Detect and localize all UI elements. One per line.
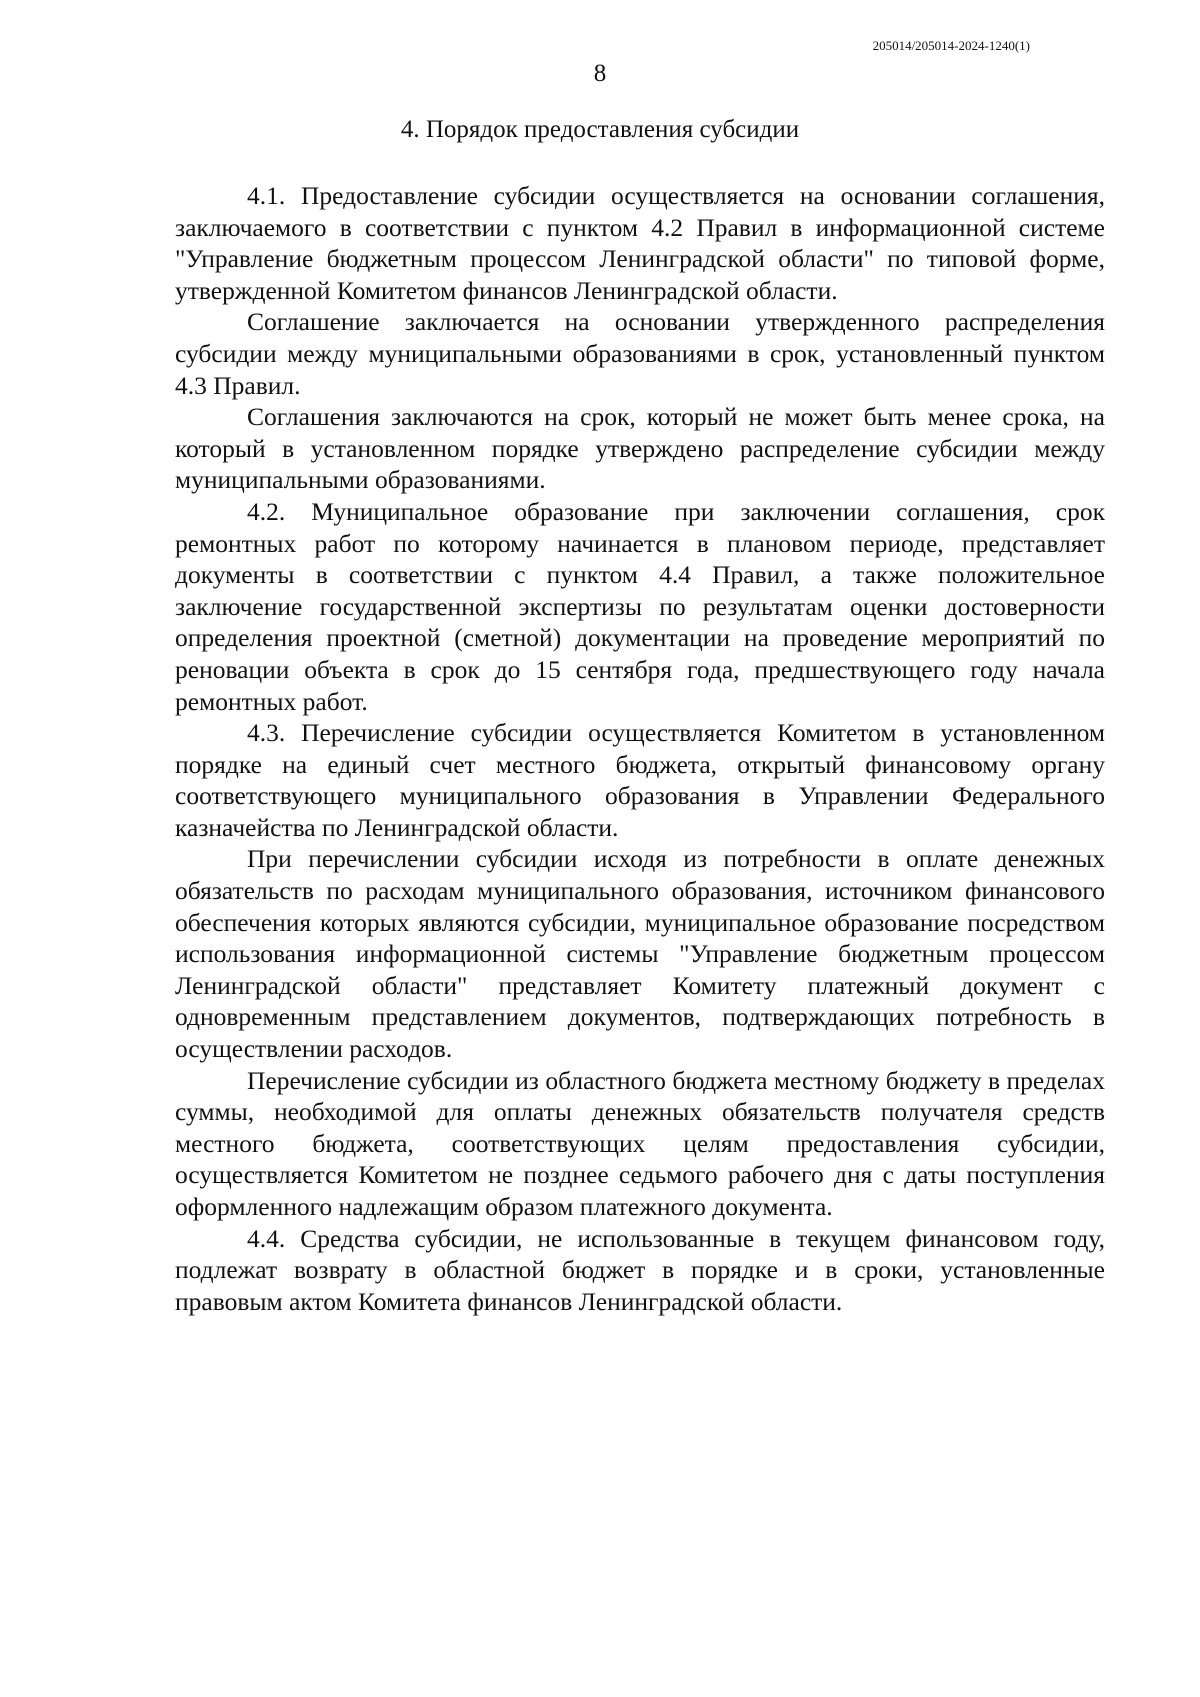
paragraph-transfer-deadline: Перечисление субсидии из областного бюджета местному бюджету в пределах суммы, необходимой для оплаты денежных обязательств получателя средств местного бюджета, соответствующих целям предоставления субсидии, осуществляется Комитетом не позднее седьмого рабочего дня с даты поступления оформленного надлежащим образом платежного документа. (175, 1065, 1105, 1221)
paragraph-agreement-basis: Соглашение заключается на основании утвержденного распределения субсидии между муниципальными образованиями в срок, установленный пунктом 4.3 Правил. (175, 307, 1105, 400)
paragraph-agreement-term: Соглашения заключаются на срок, который не может быть менее срока, на который в установленном порядке утверждено распределение субсидии между муниципальными образованиями. (175, 402, 1105, 495)
paragraph-4-1: 4.1. Предоставление субсидии осуществляется на основании соглашения, заключаемого в соответствии с пунктом 4.2 Правил в информационной системе "Управление бюджетным процессом Ленинградской области" по типовой форме, утвержденной Комитетом финансов Ленинградской области. (175, 181, 1105, 305)
paragraph-transfer-need: При перечислении субсидии исходя из потребности в оплате денежных обязательств по расходам муниципального образования, источником финансового обеспечения которых являются субсидии, муниципальное образование посредством использования информационной системы "Управление бюджетным процессом Ленинградской области" представляет Комитету платежный документ с одновременным представлением документов, подтверждающих потребность в осуществлении расходов. (175, 844, 1105, 1064)
document-number: 205014/205014-2024-1240(1) (872, 38, 1030, 53)
page-number: 8 (593, 60, 607, 87)
paragraph-4-4: 4.4. Средства субсидии, не использованные в текущем финансовом году, подлежат возврату в областной бюджет в порядке и в сроки, установленные правовым актом Комитета финансов Ленинградской области. (175, 1223, 1105, 1316)
paragraph-4-2: 4.2. Муниципальное образование при заключении соглашения, срок ремонтных работ по которому начинается в плановом периоде, представляет документы в соответствии с пунктом 4.4 Правил, а также положительное заключение государственной экспертизы по результатам оценки достоверности определения проектной (сметной) документации на проведение мероприятий по реновации объекта в срок до 15 сентября года, предшествующего году начала ремонтных работ. (175, 496, 1105, 716)
paragraph-4-3: 4.3. Перечисление субсидии осуществляется Комитетом в установленном порядке на единый счет местного бюджета, открытый финансовому органу соответствующего муниципального образования в Управлении Федерального казначейства по Ленинградской области. (175, 718, 1105, 842)
section-title: 4. Порядок предоставления субсидии (400, 116, 800, 143)
document-body (175, 180, 1105, 1317)
